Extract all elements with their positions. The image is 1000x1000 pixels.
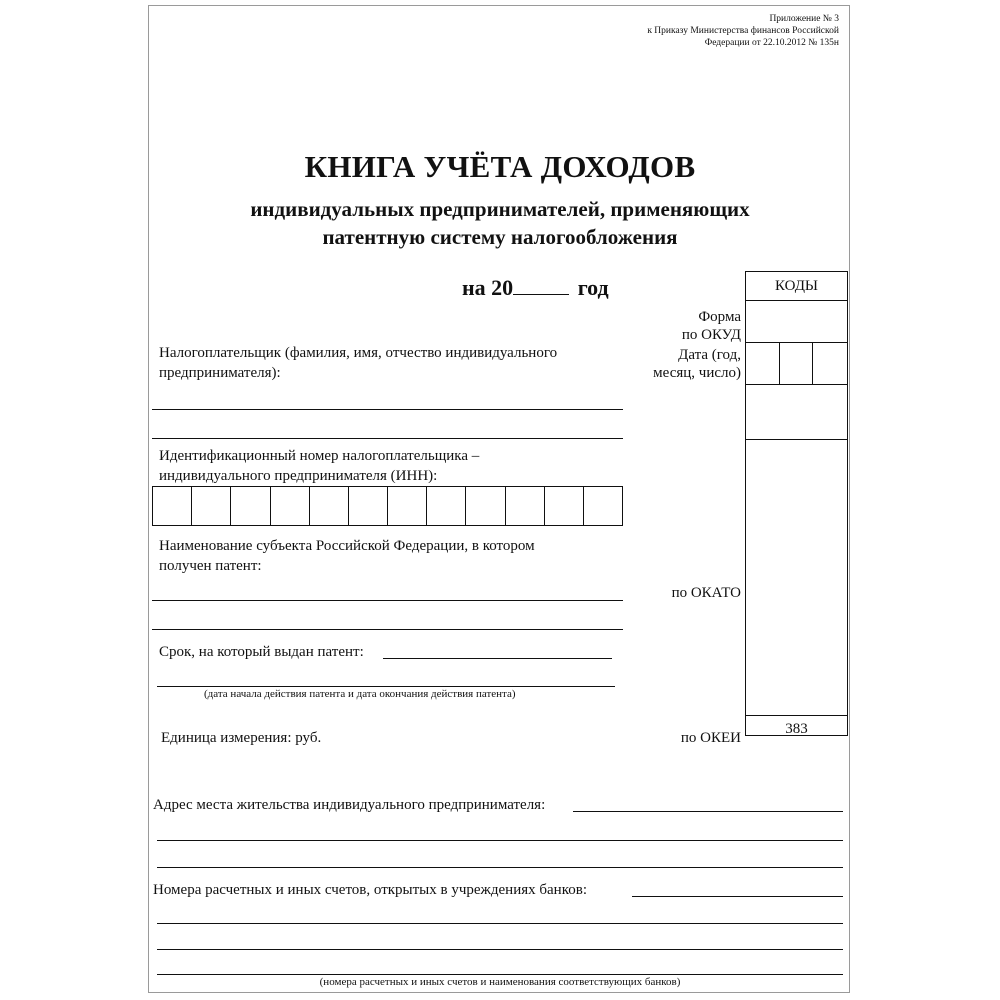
okei-label: по ОКЕИ (680, 730, 741, 746)
form-okud-line-2: по ОКУД (681, 327, 741, 343)
okato-label: по ОКАТО (671, 585, 741, 601)
appendix-line-2: к Приказу Министерства финансов Российской (647, 26, 839, 36)
region-label-line-2: получен патент: (159, 558, 262, 574)
accounts-fill-line-4[interactable] (157, 974, 843, 975)
codes-table (745, 271, 848, 736)
taxpayer-label (159, 343, 557, 383)
okato-row-divider (746, 439, 847, 440)
accounts-fill-line-1[interactable] (632, 896, 843, 897)
inn-label-line-2: индивидуального предпринимателя (ИНН): (159, 468, 438, 484)
year-prefix: на 20 (462, 275, 514, 300)
appendix-note (647, 13, 839, 49)
appendix-line-3: Федерации от 22.10.2012 № 135н (704, 38, 839, 48)
address-label: Адрес места жительства индивидуального предпринимателя: (153, 797, 546, 813)
year-blank[interactable] (513, 274, 569, 295)
inn-digit-cell[interactable] (192, 487, 231, 525)
address-fill-line-3[interactable] (157, 867, 843, 868)
accounts-hint: (номера расчетных и иных счетов и наименования соответствующих банков) (319, 976, 681, 988)
inn-digit-cell[interactable] (506, 487, 545, 525)
subtitle-line-1: индивидуальных предпринимателей, применяющих (250, 197, 750, 221)
taxpayer-label-line-1: Налогоплательщик (фамилия, имя, отчество индивидуального (159, 345, 558, 361)
address-fill-line-1[interactable] (573, 811, 843, 812)
inn-digit-cell[interactable] (427, 487, 466, 525)
term-fill-line[interactable] (383, 658, 612, 659)
region-label-line-1: Наименование субъекта Российской Федерации, в котором (159, 538, 535, 554)
accounts-label: Номера расчетных и иных счетов, открытых в учреждениях банков: (153, 882, 587, 898)
inn-digit-cell[interactable] (545, 487, 584, 525)
year-line (462, 274, 609, 301)
date-month-divider (812, 342, 813, 384)
inn-digit-cell[interactable] (349, 487, 388, 525)
inn-label (159, 446, 479, 486)
inn-digit-cell[interactable] (231, 487, 270, 525)
region-label (159, 536, 535, 576)
taxpayer-fill-line-1[interactable] (152, 409, 623, 410)
inn-digit-cell[interactable] (271, 487, 310, 525)
okud-row-divider (746, 342, 847, 343)
date-label-line-1: Дата (год, (678, 347, 741, 363)
taxpayer-fill-line-2[interactable] (152, 438, 623, 439)
term-hint: (дата начала действия патента и дата окончания действия патента) (204, 688, 516, 700)
date-label-line-2: месяц, число) (653, 365, 741, 381)
document-page (148, 5, 850, 993)
accounts-fill-line-3[interactable] (157, 949, 843, 950)
inn-digit-cell[interactable] (584, 487, 622, 525)
term-label: Срок, на который выдан патент: (159, 644, 364, 660)
inn-digit-cell[interactable] (466, 487, 505, 525)
region-fill-line-1[interactable] (152, 600, 623, 601)
date-label (619, 346, 741, 382)
codes-header: КОДЫ (774, 278, 819, 294)
form-okud-label (619, 308, 741, 344)
form-okud-line-1: Форма (698, 309, 741, 325)
accounts-fill-line-2[interactable] (157, 923, 843, 924)
inn-grid (152, 486, 623, 526)
inn-digit-cell[interactable] (310, 487, 349, 525)
inn-digit-cell[interactable] (153, 487, 192, 525)
document-subtitle (149, 195, 851, 251)
unit-label: Единица измерения: руб. (161, 730, 322, 746)
year-suffix: год (577, 275, 609, 300)
inn-label-line-1: Идентификационный номер налогоплательщика – (159, 448, 480, 464)
appendix-line-1: Приложение № 3 (769, 14, 839, 24)
okei-row-divider (746, 715, 847, 716)
term-fill-line-2[interactable] (157, 686, 615, 687)
address-fill-line-2[interactable] (157, 840, 843, 841)
inn-digit-cell[interactable] (388, 487, 427, 525)
document-title: КНИГА УЧЁТА ДОХОДОВ (304, 149, 696, 184)
okei-value: 383 (785, 721, 808, 737)
codes-header-divider (746, 300, 847, 301)
date-year-divider (779, 342, 780, 384)
region-fill-line-2[interactable] (152, 629, 623, 630)
taxpayer-label-line-2: предпринимателя): (159, 365, 281, 381)
date-row-divider (746, 384, 847, 385)
subtitle-line-2: патентную систему налогообложения (322, 225, 678, 249)
